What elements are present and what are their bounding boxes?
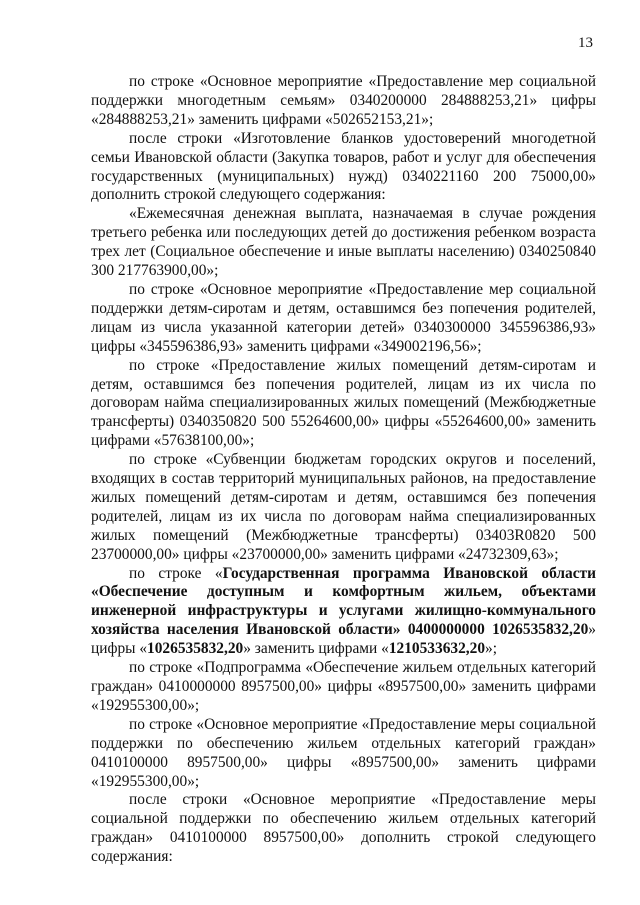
text-run: по строке «Основное мероприятие «Предоставление мер социальной поддержки детям-сиротам и детям, оставшимся без попечения родителей, лицам из числа указанной категории детей» 0340300000 345596386,93» цифры «345596386,93» заменить цифрами «349002196,56»; xyxy=(91,280,596,355)
page-number: 13 xyxy=(578,35,593,51)
text-run: » заменить цифрами « xyxy=(243,640,389,658)
text-run: по строке « xyxy=(129,564,223,582)
bold-text-run: Государственная программа Ивановской области «Обеспечение доступным и комфортным жильем, объектами инженерной инфраструктуры и услугами жилищно-коммунального хозяйства населения Ивановской области» 0400000000 1026535832,20 xyxy=(91,564,596,639)
paragraph xyxy=(91,130,596,206)
bold-text-run: 1210533632,20 xyxy=(388,640,486,658)
text-run: по строке «Субвенции бюджетам городских округов и поселений, входящих в состав территорий муниципальных районов, на предоставление жилых помещений детям-сиротам и детям, оставшимся без попечения родителей, лицам из их числа по договорам найма специализированных жилых помещений (Межбюджетные трансферты) 03403R0820 500 23700000,00» цифры «23700000,00» заменить цифрами «24732309,63»; xyxy=(91,451,596,563)
text-run: по строке «Основное мероприятие «Предоставление меры социальной поддержки по обеспечению жильем отдельных категорий граждан» 0410100000 8957500,00» цифры «8957500,00» заменить цифрами «192955300,00»; xyxy=(91,715,596,790)
text-run: по строке «Предоставление жилых помещений детям-сиротам и детям, оставшимся без попечения родителей, лицам из их числа по договорам найма специализированных жилых помещений (Межбюджетные трансферты) 0340350820 500 55264600,00» цифры «55264600,00» заменить цифрами «57638100,00»; xyxy=(91,356,596,450)
text-run: » цифры « xyxy=(91,621,596,658)
paragraph xyxy=(91,357,596,452)
text-run: »; xyxy=(485,640,498,658)
text-run: «Ежемесячная денежная выплата, назначаемая в случае рождения третьего ребенка или последующих детей до достижения ребенком возраста трех лет (Социальное обеспечение и иные выплаты населению) 0340250840 300 217763900,00»; xyxy=(91,205,596,280)
text-run: после строки «Изготовление бланков удостоверений многодетной семьи Ивановской области (Закупка товаров, работ и услуг для обеспечения государственных (муниципальных) нужд) 0340221160 200 75000,00» дополнить строкой следующего содержания: xyxy=(91,129,596,204)
text-run: после строки «Основное мероприятие «Предоставление меры социальной поддержки по обеспечению жильем отдельных категорий граждан» 0410100000 8957500,00» дополнить строкой следующего содержания: xyxy=(91,791,596,866)
text-run: по строке «Основное мероприятие «Предоставление мер социальной поддержки многодетным семьям» 0340200000 284888253,21» цифры «284888253,21» заменить цифрами «502652153,21»; xyxy=(91,73,596,128)
bold-text-run: 1026535832,20 xyxy=(147,640,244,658)
paragraph xyxy=(91,451,596,564)
paragraph xyxy=(91,565,596,660)
text-run: по строке «Подпрограмма «Обеспечение жильем отдельных категорий граждан» 0410000000 8957500,00» цифры «8957500,00» заменить цифрами «192955300,00»; xyxy=(91,659,596,714)
paragraph xyxy=(91,205,596,281)
paragraph xyxy=(91,716,596,792)
paragraph xyxy=(91,791,596,867)
paragraph xyxy=(91,659,596,716)
document-body xyxy=(91,73,596,867)
paragraph xyxy=(91,73,596,130)
paragraph xyxy=(91,281,596,357)
